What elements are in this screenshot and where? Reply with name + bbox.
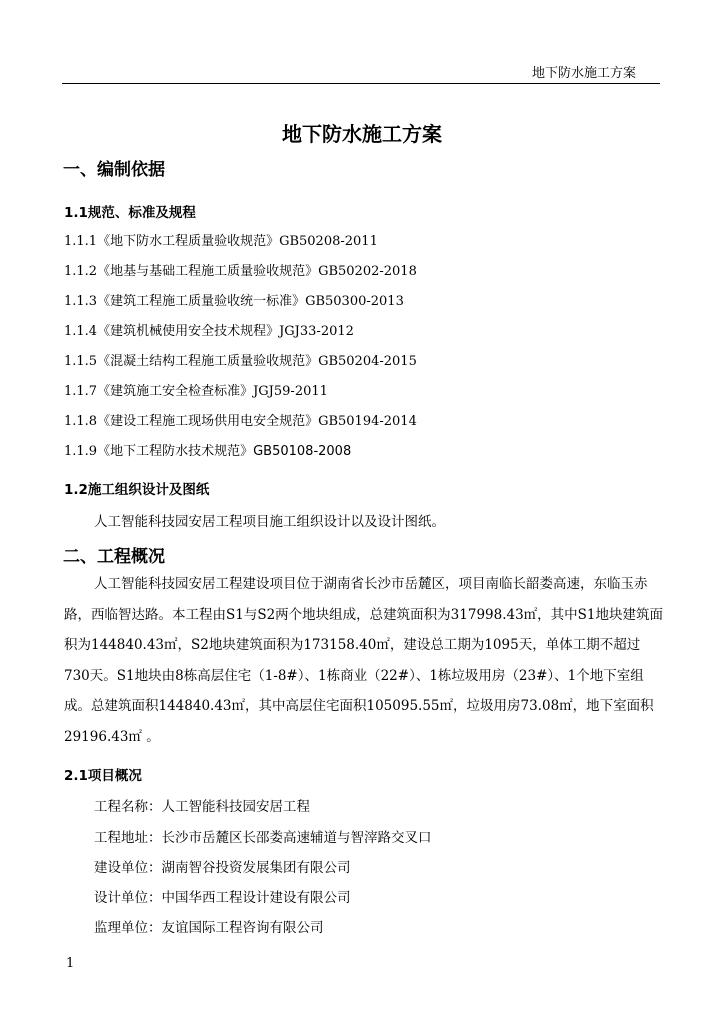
- reference-title: 《混凝土结构工程施工质量验收规范》GB50204-2015: [97, 354, 417, 369]
- reference-title: 《建筑机械使用安全技术规程》JGJ33-2012: [97, 324, 354, 339]
- reference-list-item: [64, 350, 417, 369]
- reference-title: 《地基与基础工程施工质量验收规范》GB50202-2018: [97, 264, 417, 279]
- project-info-value: 中国华西工程设计建设有限公司: [161, 890, 351, 906]
- reference-list-item: [64, 440, 351, 459]
- page-header-text: 地下防水施工方案: [531, 66, 636, 81]
- reference-number: 1.1.7: [64, 384, 98, 399]
- project-info-label: 工程地址：: [94, 830, 162, 846]
- project-info-label: 设计单位：: [94, 890, 162, 906]
- section-2-heading: 二、工程概况: [63, 547, 165, 567]
- reference-number: 1.1.9: [64, 444, 98, 459]
- reference-number: 1.1.4: [64, 324, 98, 339]
- reference-list-item: [64, 380, 328, 399]
- project-info-label: 监理单位：: [94, 920, 162, 936]
- document-title: 地下防水施工方案: [282, 122, 442, 146]
- section-1-heading: 一、编制依据: [63, 160, 165, 180]
- project-info-row: [94, 886, 351, 906]
- reference-list-item: [64, 410, 417, 429]
- reference-code: GB50108-2008: [253, 444, 352, 459]
- reference-title: 《地下工程防水技术规范》: [97, 444, 254, 459]
- project-info-value: 友谊国际工程咨询有限公司: [161, 920, 324, 936]
- project-info-value: 湖南智谷投资发展集团有限公司: [161, 860, 351, 876]
- reference-title: 《建筑工程施工质量验收统一标准》GB50300-2013: [97, 294, 404, 309]
- project-info-row: [94, 916, 324, 936]
- reference-number: 1.1.1: [64, 234, 98, 249]
- reference-number: 1.1.3: [64, 294, 98, 309]
- project-info-label: 工程名称：: [94, 799, 162, 815]
- project-info-row: [94, 795, 310, 815]
- project-info-value: 长沙市岳麓区长邵娄高速辅道与智滓路交叉口: [161, 830, 432, 846]
- project-info-value: 人工智能科技园安居工程: [161, 799, 310, 815]
- project-overview-paragraph: [64, 569, 664, 752]
- project-info-row: [94, 856, 351, 876]
- subsection-1-2-heading: 1.2施工组织设计及图纸: [64, 482, 210, 498]
- reference-title: 《地下防水工程质量验收规范》GB50208-2011: [97, 234, 378, 249]
- reference-number: 1.1.5: [64, 354, 98, 369]
- page-number: 1: [66, 956, 75, 971]
- reference-list-item: [64, 290, 404, 309]
- page-header-rule: [62, 83, 660, 84]
- subsection-1-2-text: 人工智能科技园安居工程项目施工组织设计以及设计图纸。: [94, 514, 445, 530]
- reference-title: 《建设工程施工现场供用电安全规范》GB50194-2014: [97, 414, 417, 429]
- reference-list-item: [64, 320, 354, 339]
- reference-number: 1.1.8: [64, 414, 98, 429]
- project-info-label: 建设单位：: [94, 860, 162, 876]
- reference-list-item: [64, 230, 378, 249]
- reference-title: 《建筑施工安全检查标准》JGJ59-2011: [97, 384, 328, 399]
- reference-number: 1.1.2: [64, 264, 98, 279]
- subsection-2-1-heading: 2.1项目概况: [64, 768, 142, 784]
- project-overview-text: 人工智能科技园安居工程建设项目位于湖南省长沙市岳麓区，项目南临长韶娄高速，东临玉赤路，西临智达路。本工程由S1与S2两个地块组成，总建筑面积为317998.43㎡，其中S1地块建筑面积为144840.43㎡，S2地块建筑面积为173158.40㎡，建设总工期为1095天，单体工期不超过730天。S1地块由8栋高层住宅（1-8#）、1栋商业（22#）、1栋垃圾用房（23#）、1个地下室组成。总建筑面积144840.43㎡，其中高层住宅面积105095.55㎡，垃圾用房73.08㎡，地下室面积29196.43㎡ 。: [64, 576, 664, 745]
- subsection-1-1-heading: 1.1规范、标准及规程: [64, 205, 196, 221]
- project-info-row: [94, 826, 432, 846]
- reference-list-item: [64, 260, 417, 279]
